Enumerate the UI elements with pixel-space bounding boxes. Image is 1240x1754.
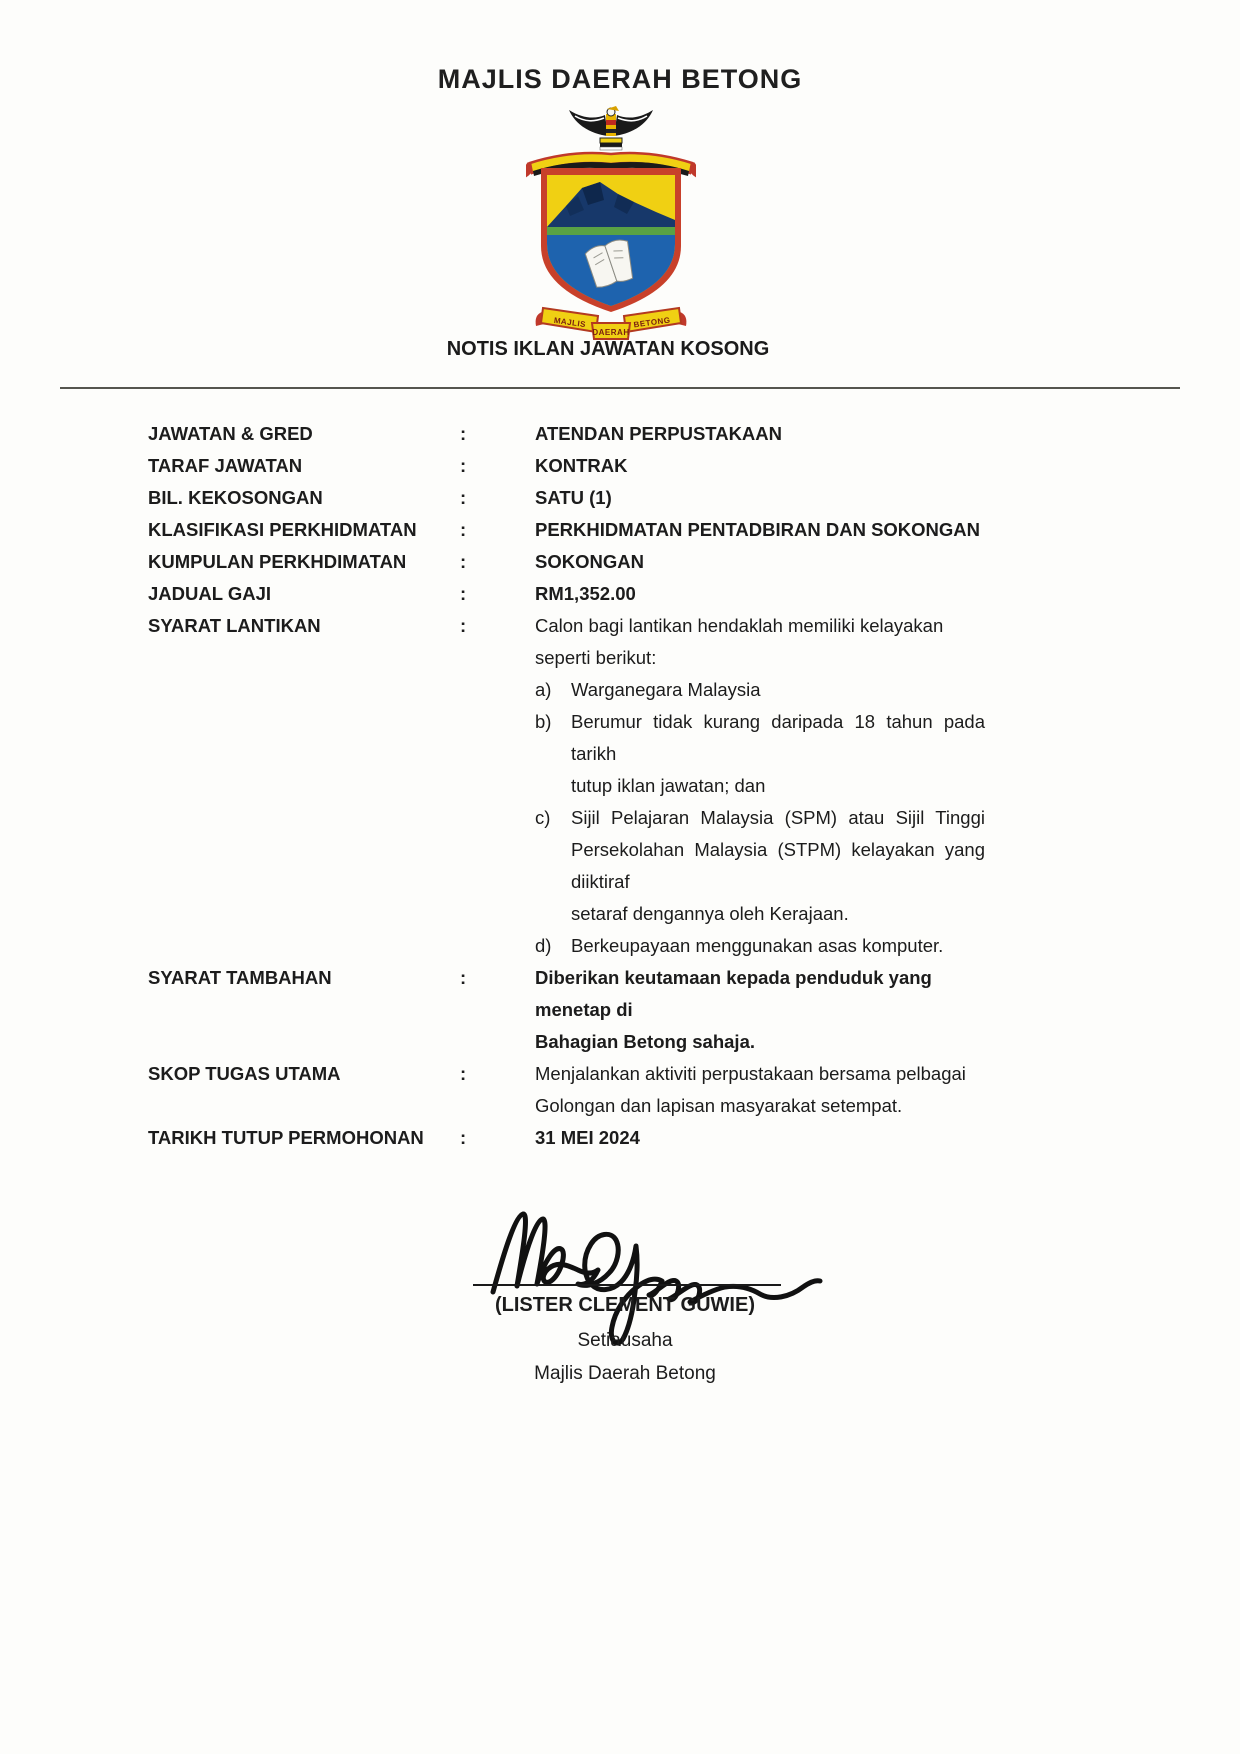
row-label: SYARAT LANTIKAN xyxy=(148,615,321,636)
row-label: TARAF JAWATAN xyxy=(148,455,303,476)
colon: : xyxy=(460,1127,467,1148)
shield-green-stripe xyxy=(547,227,675,235)
table-row xyxy=(148,482,985,514)
requirement-list-item xyxy=(535,674,985,706)
row-value: KONTRAK xyxy=(535,455,628,476)
row-value: ATENDAN PERPUSTAKAAN xyxy=(535,423,783,444)
table-row xyxy=(148,1058,985,1122)
table-row xyxy=(148,578,985,610)
row-value xyxy=(535,610,985,962)
value-line: Berumur tidak kurang daripada 18 tahun pada tarikh xyxy=(571,711,985,764)
table-row xyxy=(148,450,985,482)
row-label: JADUAL GAJI xyxy=(148,583,272,604)
value-line: setaraf dengannya oleh Kerajaan. xyxy=(571,903,849,924)
table-row xyxy=(148,418,985,450)
signatory-org: Majlis Daerah Betong xyxy=(534,1363,716,1384)
value-line: Berkeupayaan menggunakan asas komputer. xyxy=(571,935,944,956)
value-line: seperti berikut: xyxy=(535,647,657,668)
row-value: 31 MEI 2024 xyxy=(535,1127,640,1148)
table-row xyxy=(148,514,985,546)
signature-line xyxy=(473,1284,781,1286)
table-row-syarat-lantikan xyxy=(148,610,985,962)
value-line: Warganegara Malaysia xyxy=(571,679,761,700)
list-marker: d) xyxy=(535,935,552,956)
divider-line xyxy=(60,387,1180,389)
table-row xyxy=(148,1122,985,1154)
colon: : xyxy=(460,967,467,988)
row-label: TARIKH TUTUP PERMOHONAN xyxy=(148,1127,424,1148)
value-line: Golongan dan lapisan masyarakat setempat. xyxy=(535,1095,903,1116)
list-marker: a) xyxy=(535,679,552,700)
colon: : xyxy=(460,423,467,444)
colon: : xyxy=(460,551,467,572)
row-label: JAWATAN & GRED xyxy=(148,423,313,444)
colon: : xyxy=(460,487,467,508)
colon: : xyxy=(460,1063,467,1084)
requirement-list-item xyxy=(535,802,985,930)
banner-text-betong: BETONG xyxy=(633,315,672,330)
signature-icon xyxy=(485,1188,825,1348)
council-crest-icon xyxy=(526,106,696,341)
bottom-banner xyxy=(536,308,687,339)
notice-title: NOTIS IKLAN JAWATAN KOSONG xyxy=(446,338,770,360)
vacancy-table xyxy=(148,418,985,1154)
requirement-list-item xyxy=(535,706,985,802)
value-line: Diberikan keutamaan kepada penduduk yang menetap di xyxy=(535,967,932,1020)
colon: : xyxy=(460,615,467,636)
row-label: BIL. KEKOSONGAN xyxy=(148,487,323,508)
banner-text-daerah: DAERAH xyxy=(592,328,630,337)
row-value: RM1,352.00 xyxy=(535,583,636,604)
list-marker: b) xyxy=(535,711,552,732)
row-value: PERKHIDMATAN PENTADBIRAN DAN SOKONGAN xyxy=(535,519,981,540)
row-value xyxy=(535,962,985,1058)
signatory-title: Setiausaha xyxy=(577,1330,673,1351)
list-marker: c) xyxy=(535,807,551,828)
value-line: Persekolahan Malaysia (STPM) kelayakan yang diiktiraf xyxy=(571,839,985,892)
value-line: Menjalankan aktiviti perpustakaan bersama pelbagai xyxy=(535,1063,966,1084)
row-value xyxy=(535,1058,985,1122)
value-line: Sijil Pelajaran Malaysia (SPM) atau Sijil Tinggi xyxy=(571,807,985,828)
colon: : xyxy=(460,519,467,540)
hornbill-icon xyxy=(569,106,653,150)
requirement-list-item xyxy=(535,930,985,962)
banner-text-majlis: MAJLIS xyxy=(553,315,587,330)
row-label: SKOP TUGAS UTAMA xyxy=(148,1063,341,1084)
row-label: KLASIFIKASI PERKHIDMATAN xyxy=(148,519,417,540)
table-row xyxy=(148,962,985,1058)
value-line: Bahagian Betong sahaja. xyxy=(535,1031,755,1052)
row-value: SATU (1) xyxy=(535,487,612,508)
row-label: SYARAT TAMBAHAN xyxy=(148,967,332,988)
colon: : xyxy=(460,455,467,476)
value-line: Calon bagi lantikan hendaklah memiliki kelayakan xyxy=(535,615,944,636)
row-value: SOKONGAN xyxy=(535,551,644,572)
page-title: MAJLIS DAERAH BETONG xyxy=(437,64,803,94)
table-row xyxy=(148,546,985,578)
colon: : xyxy=(460,583,467,604)
signatory-name: (LISTER CLEMENT GUWIE) xyxy=(495,1294,755,1316)
row-label: KUMPULAN PERKHDIMATAN xyxy=(148,551,407,572)
value-line: tutup iklan jawatan; dan xyxy=(571,775,766,796)
